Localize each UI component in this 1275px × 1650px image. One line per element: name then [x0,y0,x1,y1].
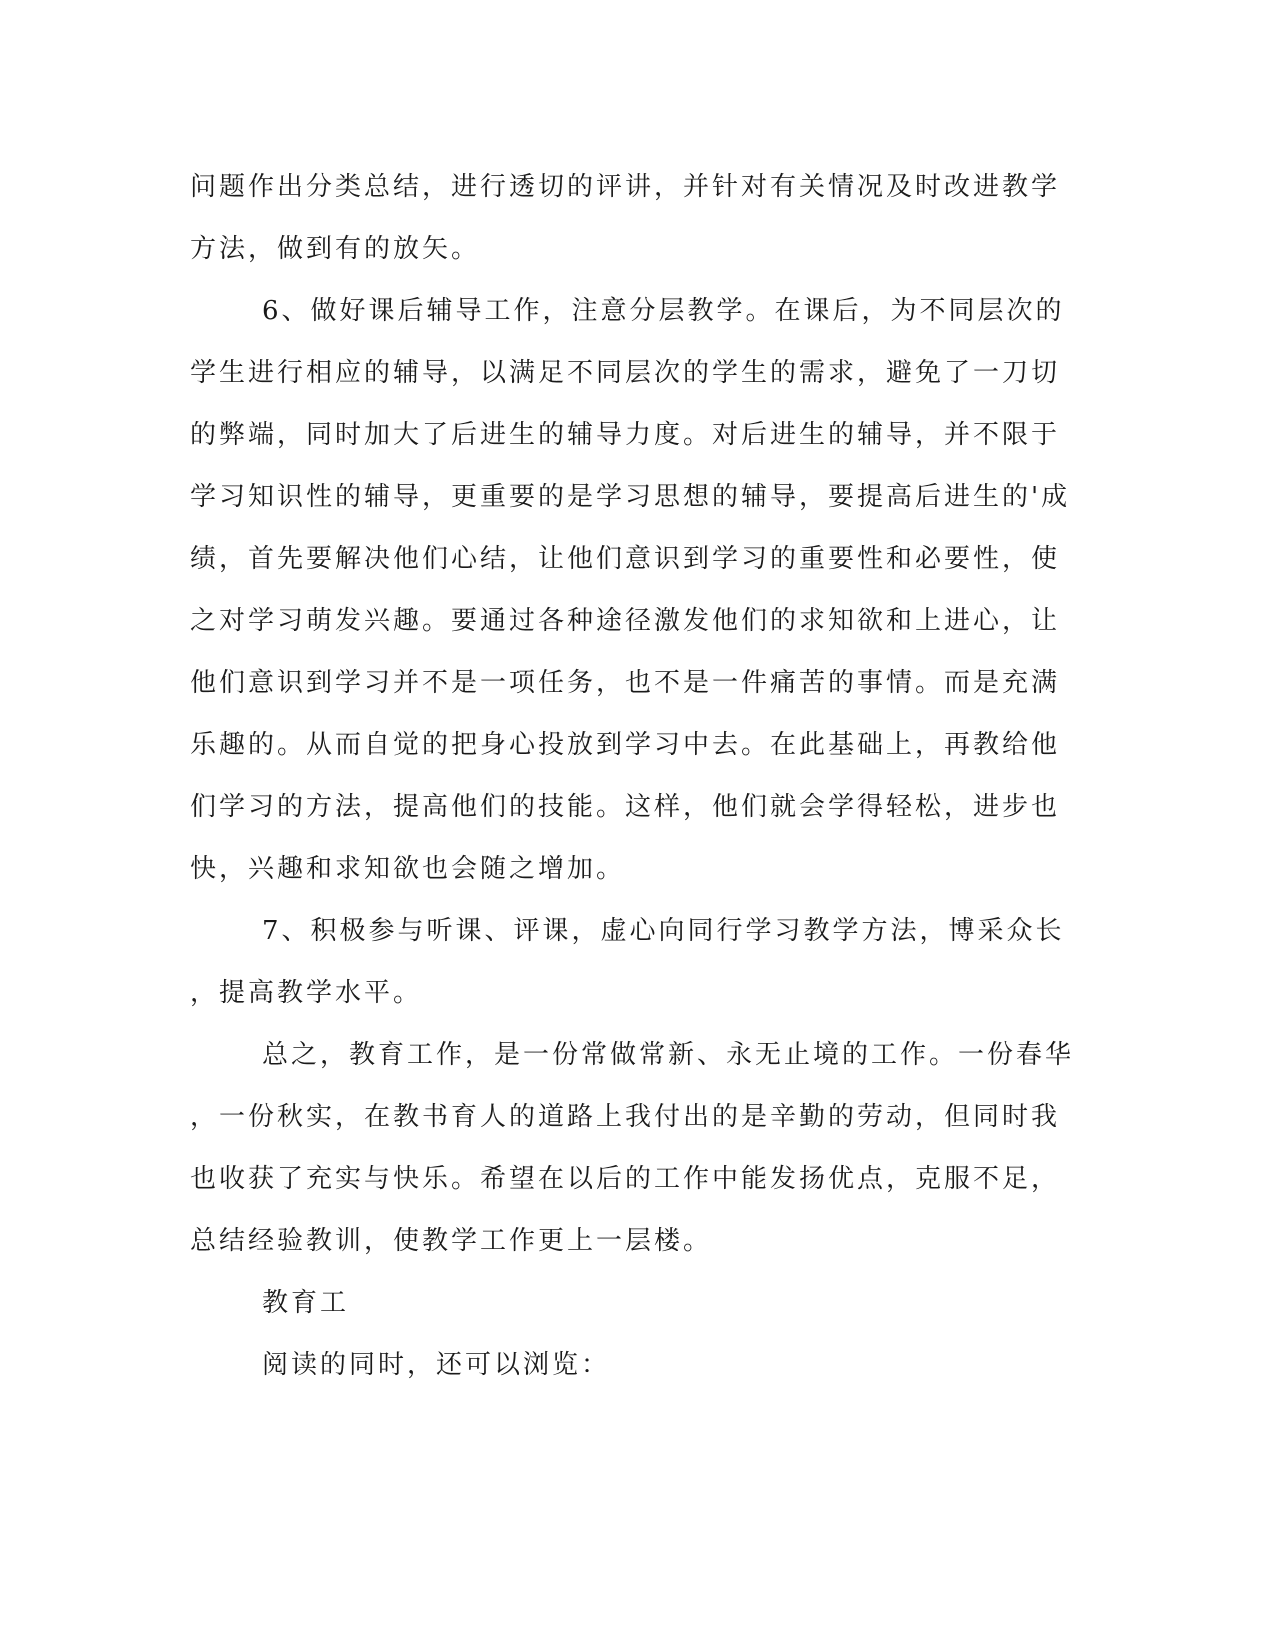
text-line: 乐趣的。从而自觉的把身心投放到学习中去。在此基础上，再教给他 [190,730,1061,760]
text-line: 7、积极参与听课、评课，虚心向同行学习教学方法，博采众长 [262,916,1065,946]
document-body [190,156,1075,1396]
text-line: ，提高教学水平。 [190,978,423,1008]
text-line: 方法，做到有的放矢。 [190,234,481,264]
text-line: 问题作出分类总结，进行透切的评讲，并针对有关情况及时改进教学 [190,172,1061,202]
text-line: ，一份秋实，在教书育人的道路上我付出的是辛勤的劳动，但同时我 [190,1102,1061,1132]
text-line: 总结经验教训，使教学工作更上一层楼。 [190,1226,713,1256]
text-line: 总之，教育工作，是一份常做常新、永无止境的工作。一份春华 [262,1040,1075,1070]
text-line: 他们意识到学习并不是一项任务，也不是一件痛苦的事情。而是充满 [190,668,1061,698]
text-line: 也收获了充实与快乐。希望在以后的工作中能发扬优点，克服不足， [190,1164,1061,1194]
text-line: 学生进行相应的辅导，以满足不同层次的学生的需求，避免了一刀切 [190,358,1061,388]
text-line: 们学习的方法，提高他们的技能。这样，他们就会学得轻松，进步也 [190,792,1061,822]
text-line: 快，兴趣和求知欲也会随之增加。 [190,854,626,884]
text-line: 绩，首先要解决他们心结，让他们意识到学习的重要性和必要性，使 [190,544,1061,574]
text-line: 学习知识性的辅导，更重要的是学习思想的辅导，要提高后进生的'成 [190,482,1071,512]
text-line: 的弊端，同时加大了后进生的辅导力度。对后进生的辅导，并不限于 [190,420,1061,450]
text-line: 6、做好课后辅导工作，注意分层教学。在课后，为不同层次的 [262,296,1065,326]
text-line: 阅读的同时，还可以浏览： [262,1350,611,1380]
text-line: 之对学习萌发兴趣。要通过各种途径激发他们的求知欲和上进心，让 [190,606,1061,636]
text-line: 教育工 [262,1288,350,1318]
